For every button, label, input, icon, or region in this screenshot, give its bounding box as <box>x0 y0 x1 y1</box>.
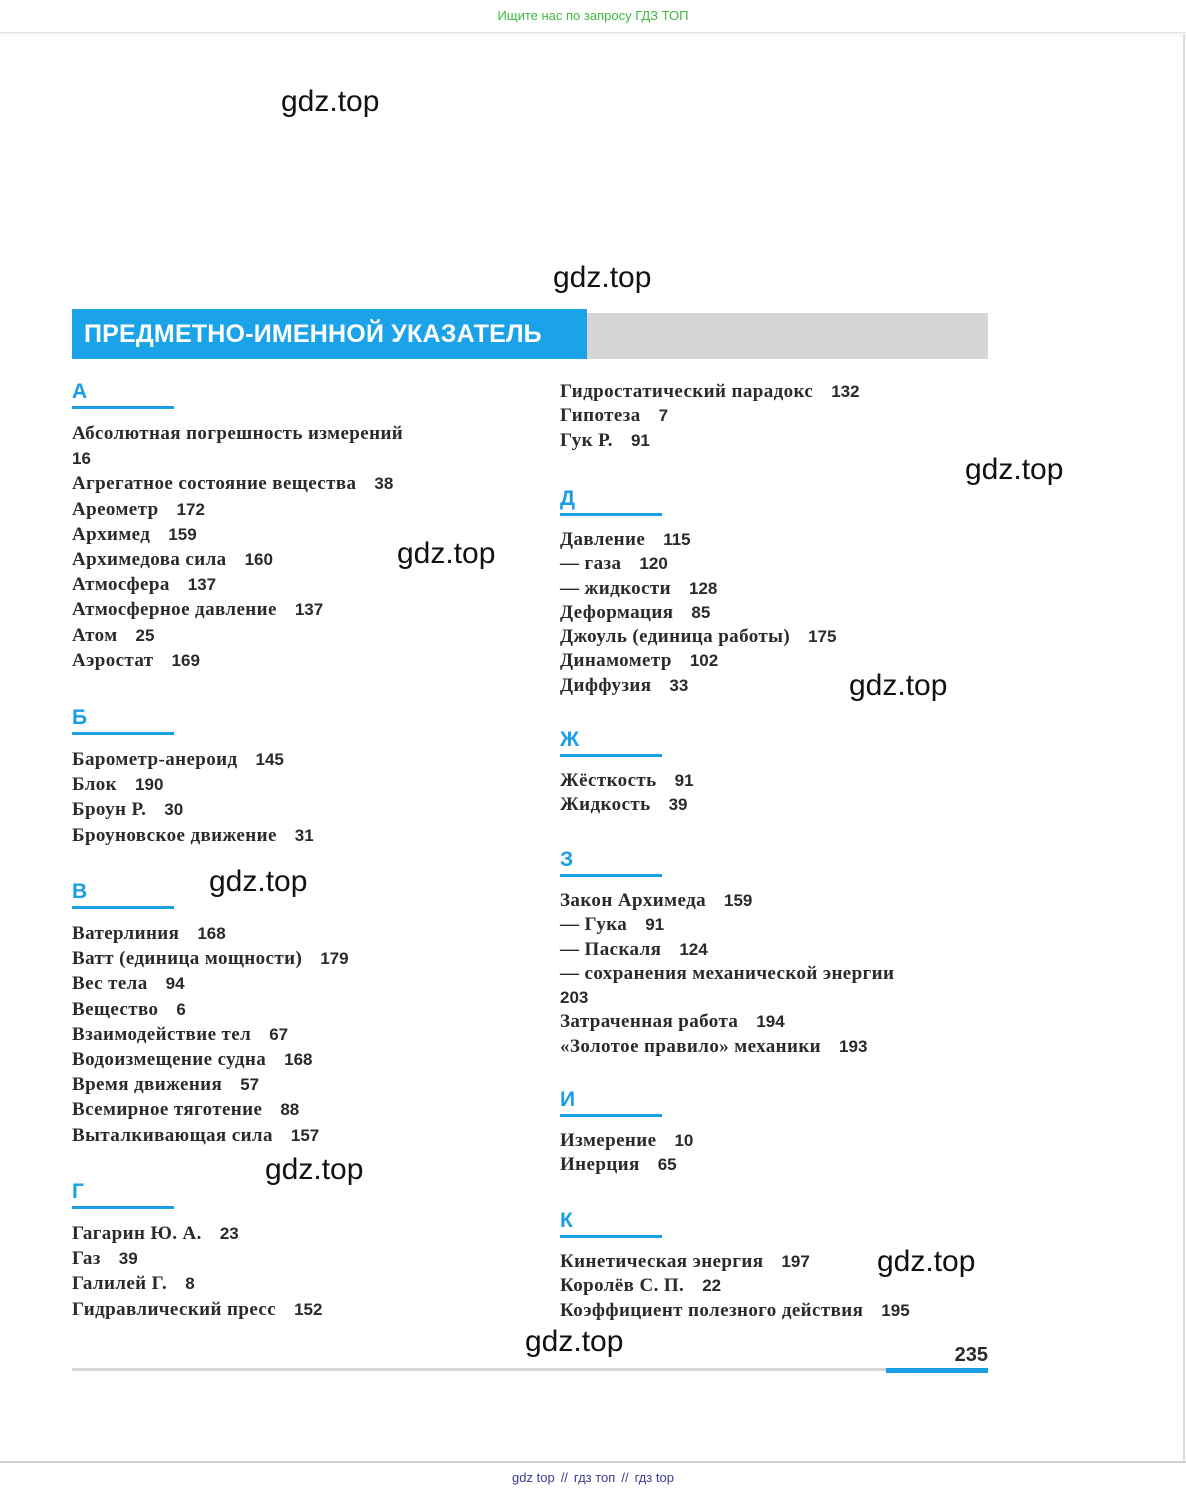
index-entry <box>560 1035 894 1059</box>
entry-term: Жёсткость <box>560 770 657 791</box>
section-underline <box>560 754 662 757</box>
entry-term: Вещество <box>72 998 159 1020</box>
page-number-rule <box>886 1368 988 1373</box>
index-entry <box>72 597 403 622</box>
entry-page-number: 193 <box>839 1036 868 1056</box>
index-entry <box>560 625 836 649</box>
index-entry <box>560 429 860 453</box>
entry-page-number: 195 <box>881 1300 910 1320</box>
index-entry <box>560 1010 894 1034</box>
footer-separator: // <box>560 1470 568 1485</box>
entry-term: Динамометр <box>560 650 672 672</box>
index-entry <box>560 649 836 673</box>
index-entry <box>72 921 349 946</box>
entry-page-number: 203 <box>560 988 589 1008</box>
entry-term: Гагарин Ю. А. <box>72 1223 202 1244</box>
entry-page-number: 137 <box>187 575 217 595</box>
entry-term: — сохранения механической энергии <box>560 962 895 984</box>
entry-page-number: 190 <box>135 775 164 795</box>
index-entry <box>72 1297 322 1322</box>
index-entry <box>560 1274 910 1298</box>
entry-page-number: 168 <box>284 1050 313 1070</box>
entry-term: Вес тела <box>72 973 148 995</box>
footer-separator: // <box>621 1470 629 1485</box>
entry-term: Броуновское движение <box>72 824 277 846</box>
entry-term: Выталкивающая сила <box>72 1124 273 1146</box>
section-letter: Д <box>560 487 575 510</box>
entry-page-number: 33 <box>669 675 689 695</box>
entry-page-number: 172 <box>176 499 205 519</box>
entry-term: Атмосферное давление <box>72 599 277 621</box>
entry-page-number: 8 <box>185 1274 195 1294</box>
index-entry <box>560 1153 693 1177</box>
index-entry <box>560 577 836 601</box>
entry-page-number: 157 <box>290 1125 320 1145</box>
entry-page-number: 102 <box>689 651 719 671</box>
entry-term: Гипотеза <box>560 405 641 427</box>
entry-term: — жидкости <box>560 577 671 599</box>
index-entry <box>72 623 403 648</box>
section-underline <box>560 1235 662 1238</box>
index-entry <box>72 1022 349 1047</box>
entry-term: Закон Архимеда <box>560 890 706 911</box>
section-underline <box>72 906 174 909</box>
entry-term: Королёв С. П. <box>560 1275 685 1297</box>
entry-page-number: 197 <box>781 1252 810 1271</box>
section-z <box>560 848 894 1059</box>
section-a <box>72 380 403 673</box>
entry-term: — Гука <box>560 914 628 936</box>
entry-term: Измерение <box>560 1130 657 1151</box>
entry-page-number: 30 <box>164 800 184 820</box>
entry-page-number: 10 <box>674 1131 694 1150</box>
section-letter: З <box>560 848 574 871</box>
entry-page-number: 39 <box>668 795 688 815</box>
section-underline <box>72 1206 174 1209</box>
entry-page-number: 160 <box>244 550 273 570</box>
watermark: gdz.top <box>265 1153 364 1186</box>
section-g-continued <box>560 380 860 453</box>
index-entry <box>72 747 314 772</box>
entry-page-number: 179 <box>320 949 349 969</box>
section-letter: Ж <box>560 728 579 751</box>
entry-page-number: 88 <box>280 1100 300 1120</box>
entry-term: Давление <box>560 529 646 550</box>
section-letter: Г <box>72 1180 84 1203</box>
index-entry <box>560 769 694 793</box>
watermark: gdz.top <box>553 261 652 294</box>
entry-page-number: 137 <box>294 600 324 620</box>
index-entry <box>72 471 403 496</box>
section-i <box>560 1088 693 1178</box>
entry-page-number: 145 <box>255 750 284 769</box>
index-entry <box>72 421 403 446</box>
section-letter: И <box>560 1088 576 1111</box>
index-entry <box>560 380 860 404</box>
section-k <box>560 1209 910 1323</box>
index-entry <box>72 823 314 848</box>
section-letter: Б <box>72 706 88 729</box>
entry-page-number: 7 <box>658 406 669 426</box>
entry-term: — газа <box>560 553 622 575</box>
entry-page-number: 25 <box>135 625 155 645</box>
entry-page-number: 67 <box>269 1024 289 1044</box>
footer-link[interactable]: гдз топ <box>573 1470 616 1485</box>
entry-term: Всемирное тяготение <box>72 1099 263 1121</box>
entry-page-number: 38 <box>374 474 394 494</box>
index-entry <box>72 797 314 822</box>
entry-term: Блок <box>72 774 118 796</box>
entry-term: — Паскаля <box>560 938 662 960</box>
index-entry <box>72 1271 322 1296</box>
entry-page-number: 6 <box>176 999 186 1019</box>
index-entry <box>560 674 836 698</box>
entry-term: Коэффициент полезного действия <box>560 1299 864 1321</box>
entry-page-number: 159 <box>724 891 753 910</box>
entry-page-number: 115 <box>663 530 691 549</box>
entry-term: «Золотое правило» механики <box>560 1035 822 1057</box>
entry-page-number: 132 <box>831 382 860 401</box>
entry-page-number: 124 <box>679 939 708 959</box>
entry-term: Кинетическая энергия <box>560 1251 764 1272</box>
footer-link[interactable]: гдз top <box>634 1470 674 1485</box>
section-zh <box>560 728 694 818</box>
page-number: 235 <box>954 1344 988 1366</box>
index-entry <box>72 1123 349 1148</box>
footer-link[interactable]: gdz top <box>512 1470 555 1485</box>
entry-term: Ватт (единица мощности) <box>72 948 303 970</box>
entry-page-number: 91 <box>630 430 650 450</box>
entry-page-number: 159 <box>168 524 197 544</box>
section-underline <box>72 406 174 409</box>
index-entry <box>72 1072 349 1097</box>
entry-page-number: 91 <box>645 915 665 935</box>
watermark: gdz.top <box>965 453 1064 486</box>
entry-term: Архимедова сила <box>72 549 227 571</box>
index-entry <box>72 971 349 996</box>
index-entry <box>560 962 894 986</box>
entry-term: Архимед <box>72 523 151 545</box>
section-underline <box>560 874 662 877</box>
entry-term: Газ <box>72 1248 101 1270</box>
entry-term: Ватерлиния <box>72 923 180 944</box>
index-entry <box>72 1047 349 1072</box>
index-entry <box>72 648 403 673</box>
entry-page-number: 85 <box>691 602 711 622</box>
section-g <box>72 1180 322 1322</box>
entry-term: Диффузия <box>560 674 652 696</box>
entry-page-number: 65 <box>657 1155 677 1175</box>
index-entry <box>72 522 403 547</box>
watermark: gdz.top <box>849 669 948 702</box>
bottom-rule <box>72 1368 886 1371</box>
entry-page-number: 94 <box>165 974 185 994</box>
index-entry <box>560 793 694 817</box>
entry-page-number: 91 <box>674 771 694 790</box>
index-entry <box>560 601 836 625</box>
section-underline <box>560 1114 662 1117</box>
index-entry <box>560 552 836 576</box>
index-entry <box>560 1250 910 1274</box>
footer <box>0 1468 1186 1488</box>
entry-term: Гук Р. <box>560 429 613 451</box>
watermark: gdz.top <box>209 865 308 898</box>
index-entry <box>72 497 403 522</box>
index-entry <box>560 1129 693 1153</box>
entry-term: Время движения <box>72 1074 223 1096</box>
index-entry <box>560 913 894 937</box>
index-entry <box>72 997 349 1022</box>
entry-term: Взаимодействие тел <box>72 1023 252 1045</box>
top-banner[interactable]: Ищите нас по запросу ГДЗ ТОП <box>0 0 1186 33</box>
entry-term: Инерция <box>560 1154 640 1176</box>
entry-term: Затраченная работа <box>560 1011 739 1033</box>
entry-page-number: 39 <box>118 1249 138 1269</box>
entry-page-number: 168 <box>197 924 226 943</box>
index-entry <box>560 528 836 552</box>
page-title: ПРЕДМЕТНО-ИМЕННОЙ УКАЗАТЕЛЬ <box>72 309 587 359</box>
entry-page-number: 175 <box>808 627 837 647</box>
index-entry <box>560 889 894 913</box>
section-underline <box>72 732 174 735</box>
entry-page-number: 57 <box>240 1075 260 1095</box>
entry-page-number: 152 <box>294 1299 323 1319</box>
entry-term: Агрегатное состояние вещества <box>72 473 357 495</box>
entry-page-number: 22 <box>702 1276 722 1296</box>
entry-term: Атом <box>72 624 118 646</box>
entry-term: Аэростат <box>72 649 154 671</box>
watermark: gdz.top <box>877 1245 976 1278</box>
entry-term: Гидравлический пресс <box>72 1298 277 1320</box>
entry-page-number: 16 <box>72 449 91 469</box>
page-edge <box>1183 34 1185 1462</box>
entry-page-number: 120 <box>639 554 668 574</box>
section-v <box>72 880 349 1148</box>
index-entry <box>72 1097 349 1122</box>
section-b <box>72 706 314 848</box>
entry-term: Джоуль (единица работы) <box>560 626 791 648</box>
index-entry <box>72 772 314 797</box>
entry-term: Ареометр <box>72 498 159 520</box>
watermark: gdz.top <box>281 85 380 118</box>
index-entry <box>72 1246 322 1271</box>
entry-term: Гидростатический парадокс <box>560 381 814 402</box>
index-entry <box>560 938 894 962</box>
index-entry <box>72 446 403 471</box>
entry-page-number: 194 <box>756 1012 785 1032</box>
page-divider <box>0 1461 1186 1463</box>
index-entry <box>560 986 894 1010</box>
section-d <box>560 487 836 698</box>
index-entry <box>560 404 860 428</box>
section-underline <box>560 513 662 516</box>
entry-term: Атмосфера <box>72 574 170 596</box>
entry-term: Галилей Г. <box>72 1273 168 1295</box>
entry-term: Жидкость <box>560 794 651 816</box>
entry-page-number: 23 <box>219 1224 239 1243</box>
section-letter: А <box>72 380 88 403</box>
watermark: gdz.top <box>525 1325 624 1358</box>
index-entry <box>72 946 349 971</box>
entry-page-number: 128 <box>689 578 718 598</box>
entry-page-number: 169 <box>171 650 200 670</box>
section-letter: В <box>72 880 88 903</box>
section-letter: К <box>560 1209 573 1232</box>
entry-page-number: 31 <box>294 825 314 845</box>
entry-term: Деформация <box>560 601 674 623</box>
entry-term: Барометр-анероид <box>72 749 238 770</box>
index-entry <box>72 547 403 572</box>
index-entry <box>560 1299 910 1323</box>
entry-term: Абсолютная погрешность измерений <box>72 423 404 444</box>
index-entry <box>72 572 403 597</box>
watermark: gdz.top <box>397 537 496 570</box>
index-entry <box>72 1221 322 1246</box>
entry-term: Водоизмещение судна <box>72 1049 267 1071</box>
entry-term: Броун Р. <box>72 799 147 821</box>
